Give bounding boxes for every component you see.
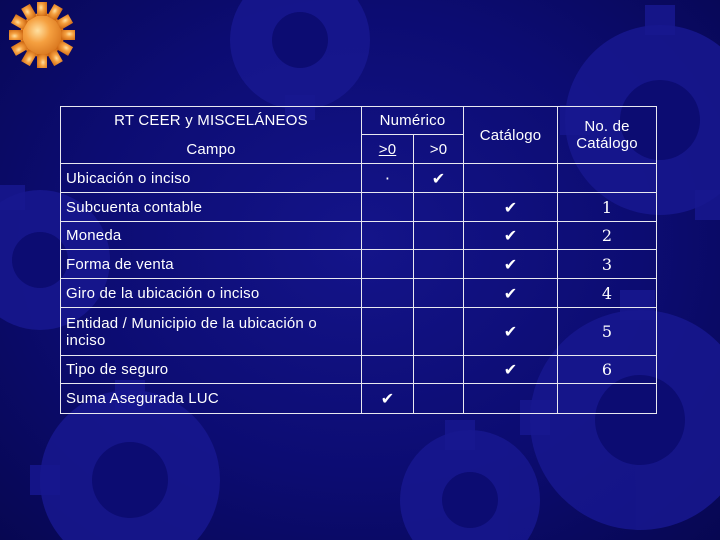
gt0-cell: [414, 279, 464, 308]
check-icon: ✔: [362, 384, 414, 414]
table-row: [61, 250, 657, 279]
ge0-cell: [362, 308, 414, 356]
check-icon: ✔: [464, 356, 558, 384]
catalog-number: 3: [558, 250, 657, 279]
header-no-catalogo: No. de Catálogo: [558, 107, 657, 164]
catalog-number: 5: [558, 308, 657, 356]
table-row: [61, 193, 657, 222]
header-catalogo: Catálogo: [464, 107, 558, 164]
field-name: Suma Asegurada LUC: [61, 384, 362, 414]
header-row: [61, 107, 657, 135]
check-icon: ✔: [464, 193, 558, 222]
catalog-number: 4: [558, 279, 657, 308]
catalog-number: 1: [558, 193, 657, 222]
ge0-cell: [362, 250, 414, 279]
table-row: [61, 384, 657, 414]
header-ge0: >0: [362, 135, 414, 164]
gear-icon: [4, 2, 78, 68]
ge0-cell: [362, 356, 414, 384]
field-name: Subcuenta contable: [61, 193, 362, 222]
gt0-cell: [414, 193, 464, 222]
gt0-cell: [414, 250, 464, 279]
field-name: Giro de la ubicación o inciso: [61, 279, 362, 308]
field-name: Moneda: [61, 222, 362, 250]
header-numerico: Numérico: [362, 107, 464, 135]
field-name: Tipo de seguro: [61, 356, 362, 384]
catalog-number: 6: [558, 356, 657, 384]
catalog-number: [558, 164, 657, 193]
check-icon: ✔: [464, 250, 558, 279]
ge0-cell: [362, 279, 414, 308]
ge0-cell: [362, 193, 414, 222]
table-row: [61, 279, 657, 308]
catalog-table: [60, 106, 657, 414]
table-row: [61, 164, 657, 193]
table-row: [61, 222, 657, 250]
gt0-cell: [414, 222, 464, 250]
catalog-cell: [464, 384, 558, 414]
check-icon: ✔: [464, 279, 558, 308]
header-rt-ceer: RT CEER y MISCELÁNEOS: [61, 107, 362, 135]
ge0-cell: [362, 222, 414, 250]
check-icon: ✔: [414, 164, 464, 193]
header-campo: Campo: [61, 135, 362, 164]
catalog-cell: [464, 164, 558, 193]
catalog-table-container: [60, 106, 657, 414]
field-name: Forma de venta: [61, 250, 362, 279]
catalog-number: 2: [558, 222, 657, 250]
check-icon: ✔: [464, 308, 558, 356]
field-name: Ubicación o inciso: [61, 164, 362, 193]
header-gt0: >0: [414, 135, 464, 164]
catalog-number: [558, 384, 657, 414]
check-icon: ✔: [464, 222, 558, 250]
gt0-cell: [414, 356, 464, 384]
ge0-cell: ·: [362, 164, 414, 193]
table-row: [61, 356, 657, 384]
table-row: [61, 308, 657, 356]
gt0-cell: [414, 384, 464, 414]
field-name: Entidad / Municipio de la ubicación o inciso: [61, 308, 362, 356]
gt0-cell: [414, 308, 464, 356]
